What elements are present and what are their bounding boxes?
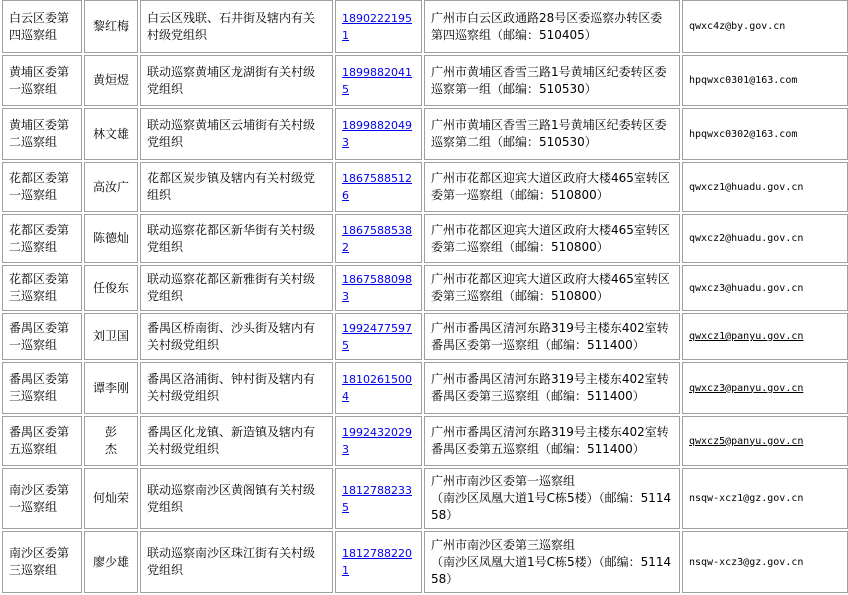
team-cell: 番禺区委第一巡察组 [2,313,82,360]
team-cell: 花都区委第二巡察组 [2,214,82,263]
email-cell: hpqwxc0301@163.com [682,55,848,106]
phone-link[interactable]: 19924320293 [342,426,412,456]
leader-cell: 陈德灿 [84,214,138,263]
address-cell: 广州市花都区迎宾大道区政府大楼465室转区委第三巡察组（邮编：510800） [424,265,680,311]
leader-cell [84,416,138,466]
team-cell: 南沙区委第三巡察组 [2,531,82,593]
table-row [2,531,848,593]
email-cell: qwxc4z@by.gov.cn [682,0,848,53]
address-line: （南沙区凤凰大道1号C栋5楼）（邮编：511458） [431,554,672,586]
phone-cell [335,265,422,311]
table-row [2,214,848,263]
leader-cell: 廖少雄 [84,531,138,593]
email-cell [682,362,848,414]
team-cell: 花都区委第三巡察组 [2,265,82,311]
table-row [2,313,848,360]
leader-cell: 林文雄 [84,108,138,160]
team-cell: 番禺区委第三巡察组 [2,362,82,414]
table-row [2,55,848,106]
address-cell: 广州市白云区政通路28号区委巡察办转区委第四巡察组（邮编：510405） [424,0,680,53]
email-cell: nsqw-xcz3@gz.gov.cn [682,531,848,593]
address-line: 广州市南沙区委第三巡察组 [431,537,576,552]
phone-link[interactable]: 18675880983 [342,273,412,303]
phone-link[interactable]: 18102615004 [342,373,412,403]
phone-cell [335,0,422,53]
phone-link[interactable]: 19924775975 [342,321,412,352]
scope-cell: 联动巡察花都区新华街有关村级党组织 [140,214,333,263]
phone-cell [335,162,422,212]
table-row [2,468,848,529]
table-row [2,162,848,212]
team-cell: 黄埔区委第二巡察组 [2,108,82,160]
scope-cell: 番禺区化龙镇、新造镇及辖内有关村级党组织 [140,416,333,466]
address-line: 广州市南沙区委第一巡察组 [431,474,576,488]
address-cell: 广州市黄埔区香雪三路1号黄埔区纪委转区委巡察第一组（邮编：510530） [424,55,680,106]
phone-cell [335,108,422,160]
team-cell: 南沙区委第一巡察组 [2,468,82,529]
scope-cell: 联动巡察花都区新雅街有关村级党组织 [140,265,333,311]
email-link[interactable]: qwxcz5@panyu.gov.cn [689,435,804,447]
address-line: （南沙区凤凰大道1号C栋5楼）（邮编：511458） [431,491,672,522]
leader-cell: 刘卫国 [84,313,138,360]
phone-link[interactable]: 18127882335 [342,483,412,514]
email-cell: qwxcz3@huadu.gov.cn [682,265,848,311]
leader-cell: 何灿荣 [84,468,138,529]
address-cell [424,531,680,593]
leader-cell: 黎红梅 [84,0,138,53]
phone-cell [335,531,422,593]
scope-cell: 番禺区桥南街、沙头街及辖内有关村级党组织 [140,313,333,360]
table-body [2,0,848,593]
phone-link[interactable]: 18902221951 [342,11,412,42]
phone-cell [335,362,422,414]
leader-cell: 黄烜煜 [84,55,138,106]
leader-cell: 谭李刚 [84,362,138,414]
scope-cell: 番禺区洛浦街、钟村街及辖内有关村级党组织 [140,362,333,414]
email-cell [682,416,848,466]
table-row [2,362,848,414]
table-row [2,108,848,160]
table-row [2,416,848,466]
scope-cell: 联动巡察南沙区黄阁镇有关村级党组织 [140,468,333,529]
leader-cell: 高汝广 [84,162,138,212]
table-row [2,0,848,53]
email-cell: hpqwxc0302@163.com [682,108,848,160]
table-row [2,265,848,311]
team-cell: 花都区委第一巡察组 [2,162,82,212]
address-cell: 广州市番禺区清河东路319号主楼东402室转番禺区委第一巡察组（邮编：511400） [424,313,680,360]
team-cell: 黄埔区委第一巡察组 [2,55,82,106]
phone-cell [335,313,422,360]
team-cell: 番禺区委第五巡察组 [2,416,82,466]
address-cell: 广州市花都区迎宾大道区政府大楼465室转区委第二巡察组（邮编：510800） [424,214,680,263]
leader-cell: 任俊东 [84,265,138,311]
email-cell: qwxcz1@huadu.gov.cn [682,162,848,212]
address-cell: 广州市黄埔区香雪三路1号黄埔区纪委转区委巡察第二组（邮编：510530） [424,108,680,160]
team-cell: 白云区委第四巡察组 [2,0,82,53]
email-cell: nsqw-xcz1@gz.gov.cn [682,468,848,529]
leader-line: 杰 [104,442,117,456]
phone-link[interactable]: 18127882201 [342,547,412,577]
scope-cell: 联动巡察黄埔区龙湖街有关村级党组织 [140,55,333,106]
phone-cell [335,55,422,106]
email-cell [682,313,848,360]
phone-link[interactable]: 18675885126 [342,172,412,202]
address-cell: 广州市花都区迎宾大道区政府大楼465室转区委第一巡察组（邮编：510800） [424,162,680,212]
phone-link[interactable]: 18998820493 [342,119,412,149]
phone-link[interactable]: 18998820415 [342,65,412,96]
email-link[interactable]: qwxcz1@panyu.gov.cn [689,331,804,342]
leader-line: 彭 [104,425,117,439]
phone-cell [335,468,422,529]
address-cell: 广州市番禺区清河东路319号主楼东402室转番禺区委第五巡察组（邮编：511400） [424,416,680,466]
email-link[interactable]: qwxcz3@panyu.gov.cn [689,382,804,394]
address-cell: 广州市番禺区清河东路319号主楼东402室转番禺区委第三巡察组（邮编：511400） [424,362,680,414]
phone-cell [335,214,422,263]
phone-link[interactable]: 18675885382 [342,223,412,254]
email-cell: qwxcz2@huadu.gov.cn [682,214,848,263]
scope-cell: 花都区炭步镇及辖内有关村级党组织 [140,162,333,212]
scope-cell: 联动巡察南沙区珠江街有关村级党组织 [140,531,333,593]
phone-cell [335,416,422,466]
scope-cell: 联动巡察黄埔区云埔街有关村级党组织 [140,108,333,160]
address-cell [424,468,680,529]
scope-cell: 白云区残联、石井街及辖内有关村级党组织 [140,0,333,53]
